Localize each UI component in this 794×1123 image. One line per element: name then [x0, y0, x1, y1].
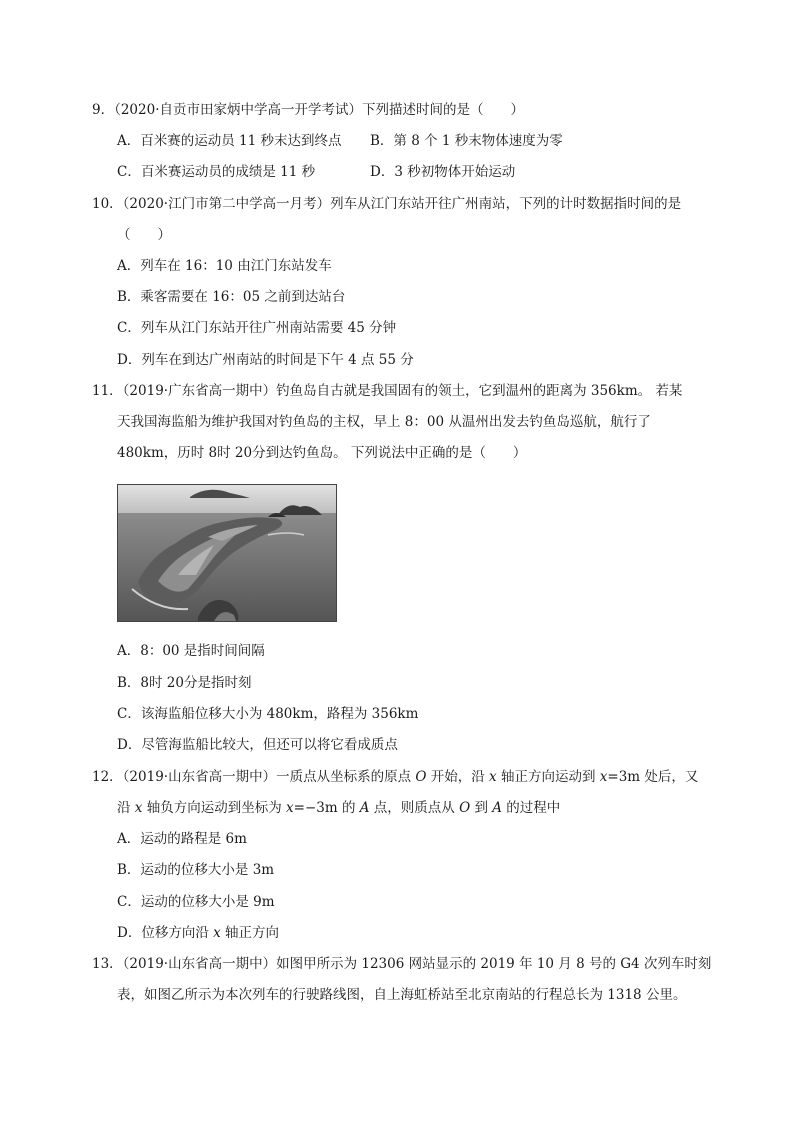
island-photo [117, 484, 337, 622]
q10-option-a: A．列车在 16：10 由江门东站发车 [117, 258, 332, 274]
q12-stem: 12．（2019·山东省高一期中）一质点从坐标系的原点 O 开始，沿 x 轴正方向运动到 x=3m 处后，又 [92, 769, 699, 785]
q12-option-b: B．运动的位移大小是 3m [117, 862, 275, 878]
q12-option-d: D．位移方向沿 x 轴正方向 [117, 925, 280, 941]
q9-option-b: B．第 8 个 1 秒末物体速度为零 [370, 133, 563, 149]
q9-option-d: D．3 秒初物体开始运动 [370, 164, 516, 180]
q10-option-c: C．列车从江门东站开往广州南站需要 45 分钟 [117, 320, 397, 336]
q11-option-b: B．8时 20分是指时刻 [117, 675, 252, 691]
q12-stem-cont: 沿 x 轴负方向运动到坐标为 x=−3m 的 A 点，则质点从 O 到 A 的过程中 [117, 800, 561, 816]
q9-option-a: A．百米赛的运动员 11 秒末达到终点 [117, 133, 342, 149]
q13-stem-cont: 表，如图乙所示为本次列车的行驶路线图，自上海虹桥站至北京南站的行程总长为 1318 公里。 [117, 987, 687, 1003]
q10-stem: 10．（2020·江门市第二中学高一月考）列车从江门东站开往广州南站，下列的计时数据指时间的是 [92, 196, 682, 212]
q11-option-c: C．该海监船位移大小为 480km，路程为 356km [117, 706, 419, 722]
q13-stem: 13．（2019·山东省高一期中）如图甲所示为 12306 网站显示的 2019 年 10 月 8 号的 G4 次列车时刻 [92, 956, 712, 972]
q11-option-d: D．尽管海监船比较大，但还可以将它看成质点 [117, 737, 398, 753]
q10-stem-cont: （ ） [117, 227, 171, 243]
q9-option-c: C．百米赛运动员的成绩是 11 秒 [117, 164, 316, 180]
q11-stem-cont1: 天我国海监船为维护我国对钓鱼岛的主权，早上 8：00 从温州出发去钓鱼岛巡航，航行了 [117, 414, 651, 430]
q12-option-a: A．运动的路程是 6m [117, 831, 247, 847]
q10-option-d: D．列车在到达广州南站的时间是下午 4 点 55 分 [117, 352, 414, 368]
q11-stem: 11．（2019·广东省高一期中）钓鱼岛自古就是我国固有的领土，它到温州的距离为 356km。 若某 [92, 383, 683, 399]
q9-stem: 9．（2020·自贡市田家炳中学高一开学考试）下列描述时间的是（ ） [92, 102, 524, 118]
q11-stem-cont2: 480km，历时 8时 20分到达钓鱼岛。 下列说法中正确的是（ ） [117, 445, 527, 461]
q10-option-b: B．乘客需要在 16：05 之前到达站台 [117, 289, 346, 305]
q11-option-a: A．8：00 是指时间间隔 [117, 643, 265, 659]
q12-option-c: C．运动的位移大小是 9m [117, 894, 275, 910]
